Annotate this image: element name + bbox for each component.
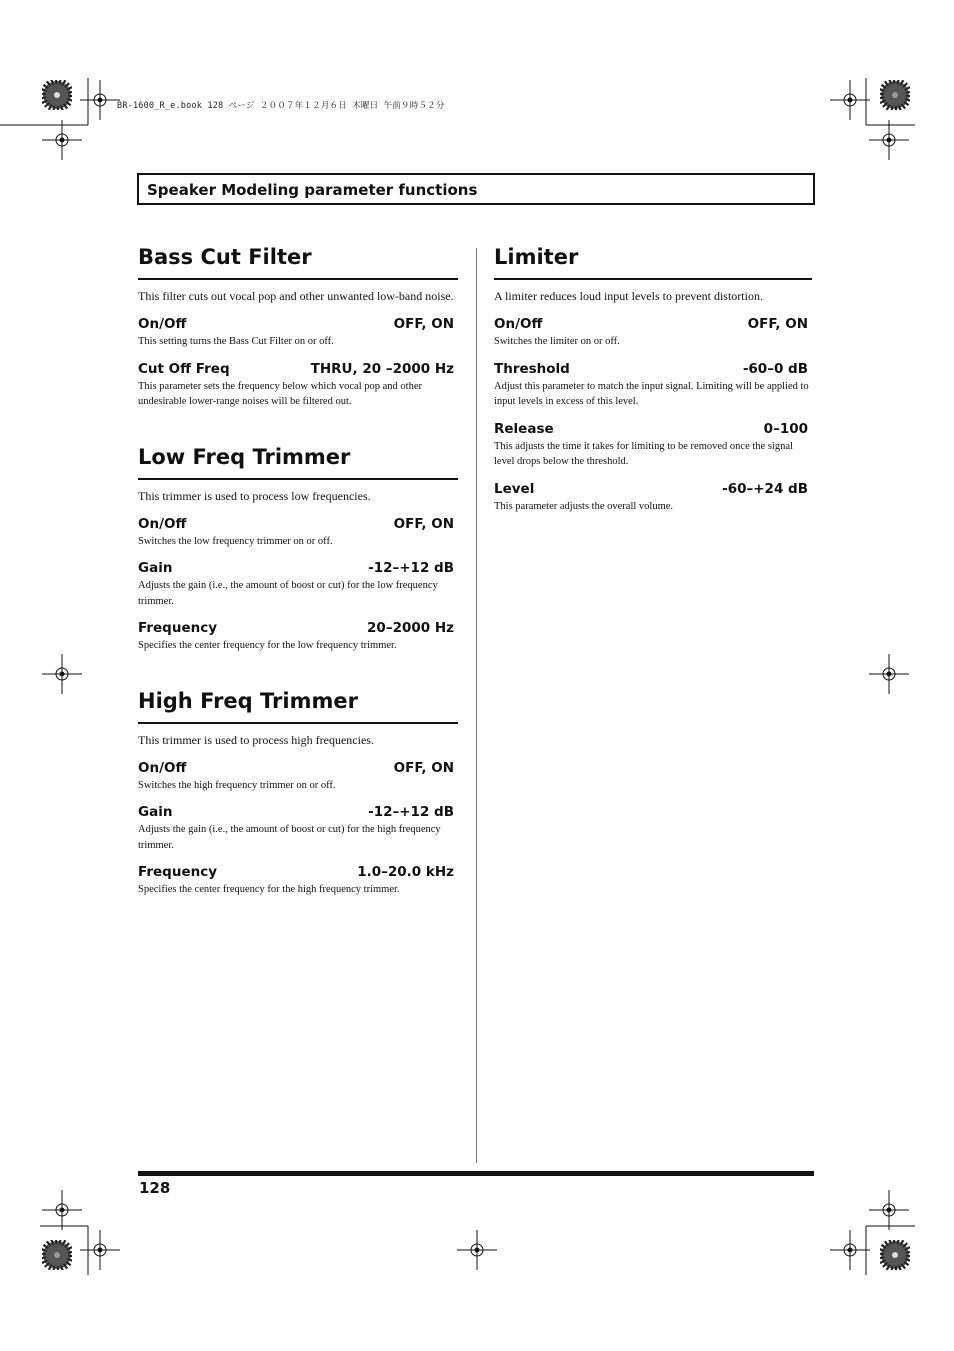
section-description: This trimmer is used to process low frequencies.: [138, 488, 371, 503]
param-name: Level: [494, 480, 535, 497]
registration-target-icon: [830, 1230, 870, 1270]
column-divider: [476, 248, 477, 1163]
registration-target-icon: [80, 1230, 120, 1270]
param-description: Switches the limiter on or off.: [494, 336, 620, 347]
registration-target-icon: [457, 1230, 497, 1270]
param-name: Release: [494, 420, 554, 437]
param-name: Threshold: [494, 360, 570, 377]
section-title: Limiter: [494, 240, 812, 280]
param-item: [138, 619, 458, 654]
param-description: Adjusts the gain (i.e., the amount of boost or cut) for the high frequency trimmer.: [138, 824, 441, 851]
section-title: Bass Cut Filter: [138, 240, 458, 280]
param-item: [138, 803, 458, 853]
section-banner: [137, 173, 815, 205]
print-header: BR-1600_R_e.book 128 ページ ２００７年１２月６日 木曜日 午前９時５２分: [117, 101, 445, 111]
param-description: This parameter sets the frequency below which vocal pop and other undesirable lower-range noises will be filtered out.: [138, 380, 422, 407]
registration-target-icon: [830, 80, 870, 120]
param-range: -60–+24 dB: [722, 480, 808, 497]
param-range: OFF, ON: [393, 515, 454, 532]
section-limiter: [494, 240, 812, 514]
color-wheel-icon: [42, 80, 72, 110]
color-wheel-icon: [880, 80, 910, 110]
param-item: [138, 559, 458, 609]
param-range: 1.0–20.0 kHz: [357, 864, 454, 880]
param-description: Specifies the center frequency for the high frequency trimmer.: [138, 884, 400, 895]
param-range: -12–+12 dB: [368, 804, 454, 820]
param-range: OFF, ON: [747, 316, 808, 332]
section-title: High Freq Trimmer: [138, 684, 458, 724]
param-range: -12–+12 dB: [368, 560, 454, 576]
param-description: This parameter adjusts the overall volume.: [494, 500, 674, 512]
param-item: [494, 360, 812, 410]
param-name: Gain: [138, 560, 173, 576]
param-item: [138, 360, 458, 410]
param-description: Adjusts the gain (i.e., the amount of boost or cut) for the low frequency trimmer.: [138, 580, 438, 607]
param-item: [494, 315, 812, 350]
section-high-freq-trimmer: [138, 684, 458, 898]
color-wheel-icon: [42, 1240, 72, 1270]
param-range: -60–0 dB: [742, 360, 808, 377]
param-name: On/Off: [494, 316, 543, 332]
param-description: This adjusts the time it takes for limiting to be removed once the signal level drops below the threshold.: [494, 440, 793, 467]
param-name: Cut Off Freq: [138, 360, 230, 377]
param-name: On/Off: [138, 316, 187, 332]
param-item: [494, 480, 812, 515]
param-description: Specifies the center frequency for the low frequency trimmer.: [138, 640, 397, 651]
param-item: [138, 515, 458, 550]
footer-rule: [138, 1171, 814, 1176]
registration-target-icon: [42, 1190, 82, 1230]
registration-target-icon: [869, 654, 909, 694]
registration-target-icon: [869, 120, 909, 160]
section-bass-cut-filter: [138, 240, 458, 410]
section-description: This filter cuts out vocal pop and other unwanted low-band noise.: [138, 289, 454, 303]
param-range: 0–100: [763, 420, 808, 437]
registration-target-icon: [42, 654, 82, 694]
section-banner-title: Speaker Modeling parameter functions: [147, 181, 478, 199]
left-column: [138, 240, 458, 928]
param-range: OFF, ON: [393, 759, 454, 776]
param-name: Frequency: [138, 864, 218, 880]
registration-target-icon: [869, 1190, 909, 1230]
param-range: OFF, ON: [393, 316, 454, 332]
param-name: Gain: [138, 804, 173, 820]
param-item: [494, 420, 812, 470]
param-description: Switches the high frequency trimmer on or off.: [138, 779, 336, 791]
section-description: A limiter reduces loud input levels to prevent distortion.: [494, 289, 763, 303]
param-description: This setting turns the Bass Cut Filter on or off.: [138, 336, 334, 347]
section-description: This trimmer is used to process high frequencies.: [138, 732, 374, 747]
page-number: 128: [139, 1179, 171, 1197]
param-range: THRU, 20 –2000 Hz: [310, 360, 454, 377]
section-title: Low Freq Trimmer: [138, 440, 458, 480]
registration-target-icon: [42, 120, 82, 160]
param-description: Switches the low frequency trimmer on or off.: [138, 535, 333, 547]
param-name: Frequency: [138, 620, 218, 636]
param-description: Adjust this parameter to match the input signal. Limiting will be applied to input levels in excess of this level.: [494, 380, 809, 407]
param-item: [138, 315, 458, 350]
param-item: [138, 863, 458, 898]
color-wheel-icon: [880, 1240, 910, 1270]
right-column: [494, 240, 812, 544]
param-name: On/Off: [138, 515, 187, 532]
param-range: 20–2000 Hz: [367, 620, 454, 636]
section-low-freq-trimmer: [138, 440, 458, 654]
param-name: On/Off: [138, 759, 187, 776]
registration-target-icon: [80, 80, 120, 120]
param-item: [138, 759, 458, 794]
